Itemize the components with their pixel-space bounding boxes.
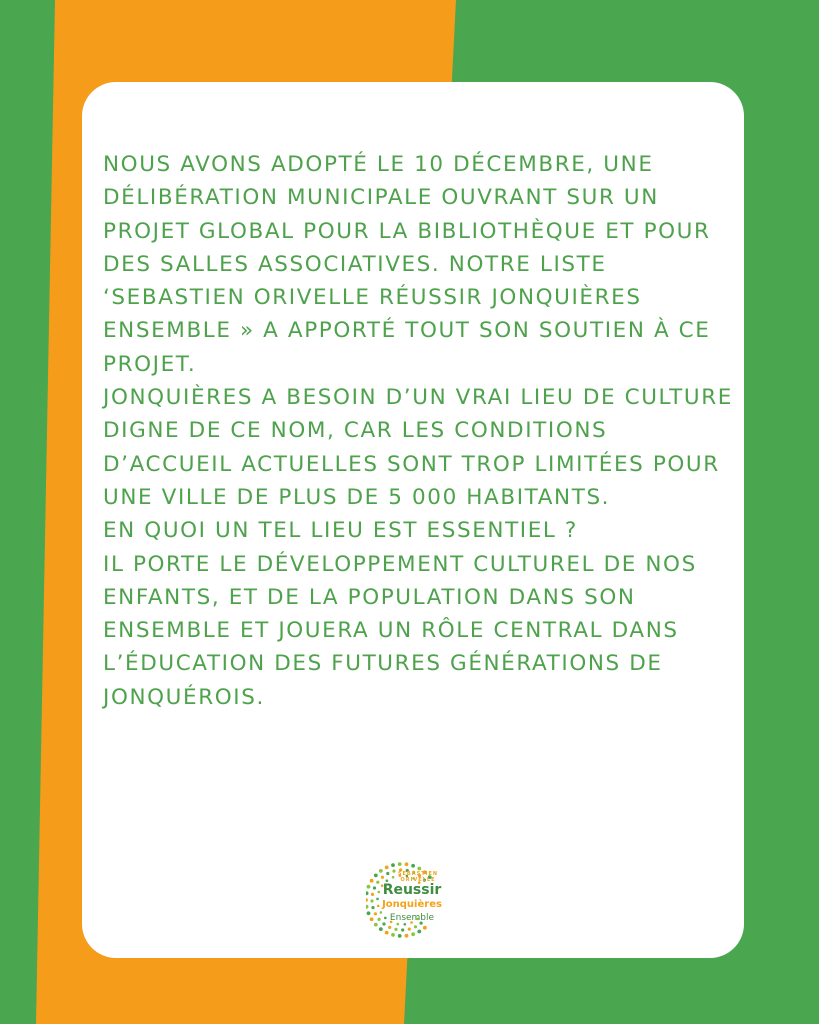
paragraph-answer: IL PORTE LE DÉVELOPPEMENT CULTUREL DE NOS ENFANTS, ET DE LA POPULATION DANS SON ENSEMBLE ET JOUERA UN RÔLE CENTRAL DANS L’ÉDUCATION DES FUTURES GÉNÉRATIONS DE JONQUÉROIS. — [103, 551, 697, 710]
paragraph-need: JONQUIÈRES A BESOIN D’UN VRAI LIEU DE CULTURE DIGNE DE CE NOM, CAR LES CONDITIONS D’ACCUEIL ACTUELLES SONT TROP LIMITÉES POUR UNE VILLE DE PLUS DE 5 000 HABITANTS. — [103, 385, 733, 510]
paragraph-question: EN QUOI UN TEL LIEU EST ESSENTIEL ? — [103, 518, 578, 544]
logo-jonquieres: Jonquières — [382, 899, 442, 910]
logo-first-name: SEBASTIEN — [397, 871, 439, 877]
content-card — [82, 82, 744, 958]
logo-last-name: ORIVELLE — [400, 877, 436, 883]
logo-ensemble: Ensemble — [389, 913, 435, 923]
paragraph-resolution: NOUS AVONS ADOPTÉ LE 10 DÉCEMBRE, UNE DÉLIBÉRATION MUNICIPALE OUVRANT SUR UN PROJET GLOBAL POUR LA BIBLIOTHÈQUE ET POUR DES SALLES ASSOCIATIVES. NOTRE LISTE ‘SEBASTIEN ORIVELLE RÉUSSIR JONQUIÈRES ENSEMBLE » A APPORTÉ TOUT SON SOUTIEN À CE PROJET. — [103, 152, 711, 377]
logo-reussir: Reussir — [382, 882, 442, 898]
campaign-logo — [366, 860, 458, 940]
announcement-text — [103, 148, 733, 714]
